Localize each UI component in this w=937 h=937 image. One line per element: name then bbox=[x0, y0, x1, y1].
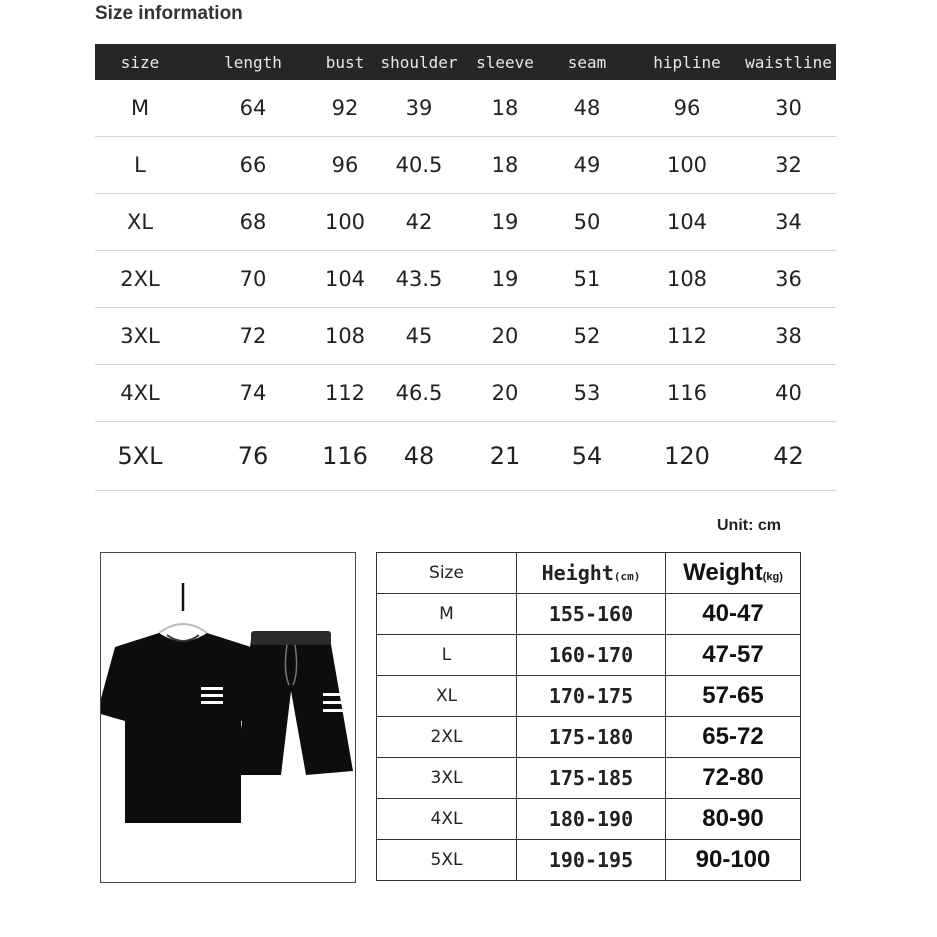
col-header-sleeve: sleeve bbox=[476, 52, 534, 72]
cell-length: 74 bbox=[239, 381, 267, 405]
cell-size: XL bbox=[126, 210, 154, 234]
table-row bbox=[95, 80, 836, 137]
cell-hipline: 108 bbox=[666, 267, 708, 291]
cell-bust: 96 bbox=[331, 153, 359, 177]
table-row bbox=[377, 799, 801, 840]
cell-length: 64 bbox=[239, 96, 267, 120]
cell-sleeve: 18 bbox=[491, 153, 519, 177]
cell-seam: 48 bbox=[573, 96, 601, 120]
cell-size: 2XL bbox=[120, 267, 160, 291]
cell-waistline: 30 bbox=[775, 96, 802, 120]
cell-seam: 51 bbox=[573, 267, 601, 291]
unit-label: Unit: cm bbox=[717, 517, 781, 534]
cell-shoulder: 43.5 bbox=[395, 267, 443, 291]
table-row bbox=[377, 758, 801, 799]
cell-size: XL bbox=[377, 676, 517, 717]
cell-weight: 47-57 bbox=[666, 635, 801, 676]
cell-hipline: 116 bbox=[666, 381, 708, 405]
cell-hipline: 96 bbox=[673, 96, 701, 120]
cell-length: 76 bbox=[237, 442, 269, 470]
header-size: Size bbox=[377, 553, 517, 594]
cell-size: 4XL bbox=[120, 381, 160, 405]
cell-height: 170-175 bbox=[517, 676, 666, 717]
cell-weight: 65-72 bbox=[666, 717, 801, 758]
cell-weight: 40-47 bbox=[666, 594, 801, 635]
cell-shoulder: 40.5 bbox=[395, 153, 443, 177]
cell-length: 66 bbox=[239, 153, 267, 177]
table-row bbox=[95, 137, 836, 194]
cell-seam: 53 bbox=[573, 381, 601, 405]
cell-seam: 49 bbox=[573, 153, 601, 177]
col-header-shoulder: shoulder bbox=[380, 52, 458, 72]
cell-height: 160-170 bbox=[517, 635, 666, 676]
cell-waistline: 32 bbox=[775, 153, 802, 177]
cell-sleeve: 19 bbox=[491, 267, 519, 291]
cell-hipline: 112 bbox=[666, 324, 708, 348]
cell-shoulder: 42 bbox=[405, 210, 433, 234]
cell-size: 3XL bbox=[377, 758, 517, 799]
product-image bbox=[100, 552, 356, 883]
cell-bust: 104 bbox=[324, 267, 366, 291]
cell-weight: 72-80 bbox=[666, 758, 801, 799]
cell-sleeve: 18 bbox=[491, 96, 519, 120]
table-row bbox=[377, 840, 801, 881]
cell-bust: 108 bbox=[324, 324, 366, 348]
cell-length: 72 bbox=[239, 324, 267, 348]
cell-height: 190-195 bbox=[517, 840, 666, 881]
cell-seam: 50 bbox=[573, 210, 601, 234]
cell-size: L bbox=[134, 153, 146, 177]
cell-sleeve: 19 bbox=[491, 210, 519, 234]
cell-length: 68 bbox=[239, 210, 267, 234]
cell-bust: 100 bbox=[324, 210, 366, 234]
col-header-length: length bbox=[224, 52, 282, 72]
cell-size: 4XL bbox=[377, 799, 517, 840]
measurement-table bbox=[95, 44, 836, 491]
cell-hipline: 100 bbox=[666, 153, 708, 177]
cell-sleeve: 20 bbox=[491, 381, 519, 405]
cell-weight: 57-65 bbox=[666, 676, 801, 717]
table-row bbox=[377, 594, 801, 635]
cell-size: 5XL bbox=[117, 442, 163, 470]
cell-bust: 112 bbox=[324, 381, 366, 405]
cell-weight: 90-100 bbox=[666, 840, 801, 881]
col-header-waistline: waistline bbox=[745, 52, 832, 72]
table-row bbox=[95, 308, 836, 365]
tshirt-and-shorts-set-icon bbox=[101, 553, 355, 882]
cell-size: 3XL bbox=[120, 324, 160, 348]
cell-weight: 80-90 bbox=[666, 799, 801, 840]
table-row bbox=[95, 422, 836, 491]
cell-waistline: 40 bbox=[775, 381, 802, 405]
cell-height: 180-190 bbox=[517, 799, 666, 840]
measurement-table-header bbox=[95, 44, 836, 80]
col-header-size: size bbox=[120, 52, 160, 72]
cell-hipline: 104 bbox=[666, 210, 708, 234]
cell-shoulder: 39 bbox=[405, 96, 433, 120]
cell-sleeve: 20 bbox=[491, 324, 519, 348]
cell-shoulder: 46.5 bbox=[395, 381, 443, 405]
cell-size: M bbox=[130, 96, 150, 120]
table-row bbox=[95, 251, 836, 308]
cell-waistline: 38 bbox=[775, 324, 802, 348]
cell-size: L bbox=[377, 635, 517, 676]
cell-size: 2XL bbox=[377, 717, 517, 758]
cell-seam: 54 bbox=[571, 442, 603, 470]
header-weight: Weight(kg) bbox=[666, 553, 801, 594]
cell-size: M bbox=[377, 594, 517, 635]
col-header-bust: bust bbox=[325, 52, 365, 72]
header-height: Height(cm) bbox=[517, 553, 666, 594]
cell-shoulder: 48 bbox=[403, 442, 435, 470]
table-row bbox=[95, 194, 836, 251]
cell-bust: 116 bbox=[322, 442, 368, 470]
table-row bbox=[377, 635, 801, 676]
cell-shoulder: 45 bbox=[405, 324, 433, 348]
table-row bbox=[377, 676, 801, 717]
cell-size: 5XL bbox=[377, 840, 517, 881]
cell-height: 175-185 bbox=[517, 758, 666, 799]
page-title: Size information bbox=[95, 3, 243, 24]
cell-sleeve: 21 bbox=[489, 442, 521, 470]
cell-height: 155-160 bbox=[517, 594, 666, 635]
size-chart-table bbox=[376, 552, 801, 881]
cell-waistline: 42 bbox=[773, 442, 804, 470]
cell-length: 70 bbox=[239, 267, 267, 291]
cell-waistline: 34 bbox=[775, 210, 802, 234]
col-header-seam: seam bbox=[567, 52, 607, 72]
cell-height: 175-180 bbox=[517, 717, 666, 758]
cell-bust: 92 bbox=[331, 96, 359, 120]
cell-waistline: 36 bbox=[775, 267, 802, 291]
cell-seam: 52 bbox=[573, 324, 601, 348]
cell-hipline: 120 bbox=[664, 442, 710, 470]
table-row bbox=[377, 717, 801, 758]
table-row bbox=[95, 365, 836, 422]
size-chart-header-row bbox=[377, 553, 801, 594]
col-header-hipline: hipline bbox=[653, 52, 721, 72]
measurement-table-body bbox=[95, 80, 836, 491]
